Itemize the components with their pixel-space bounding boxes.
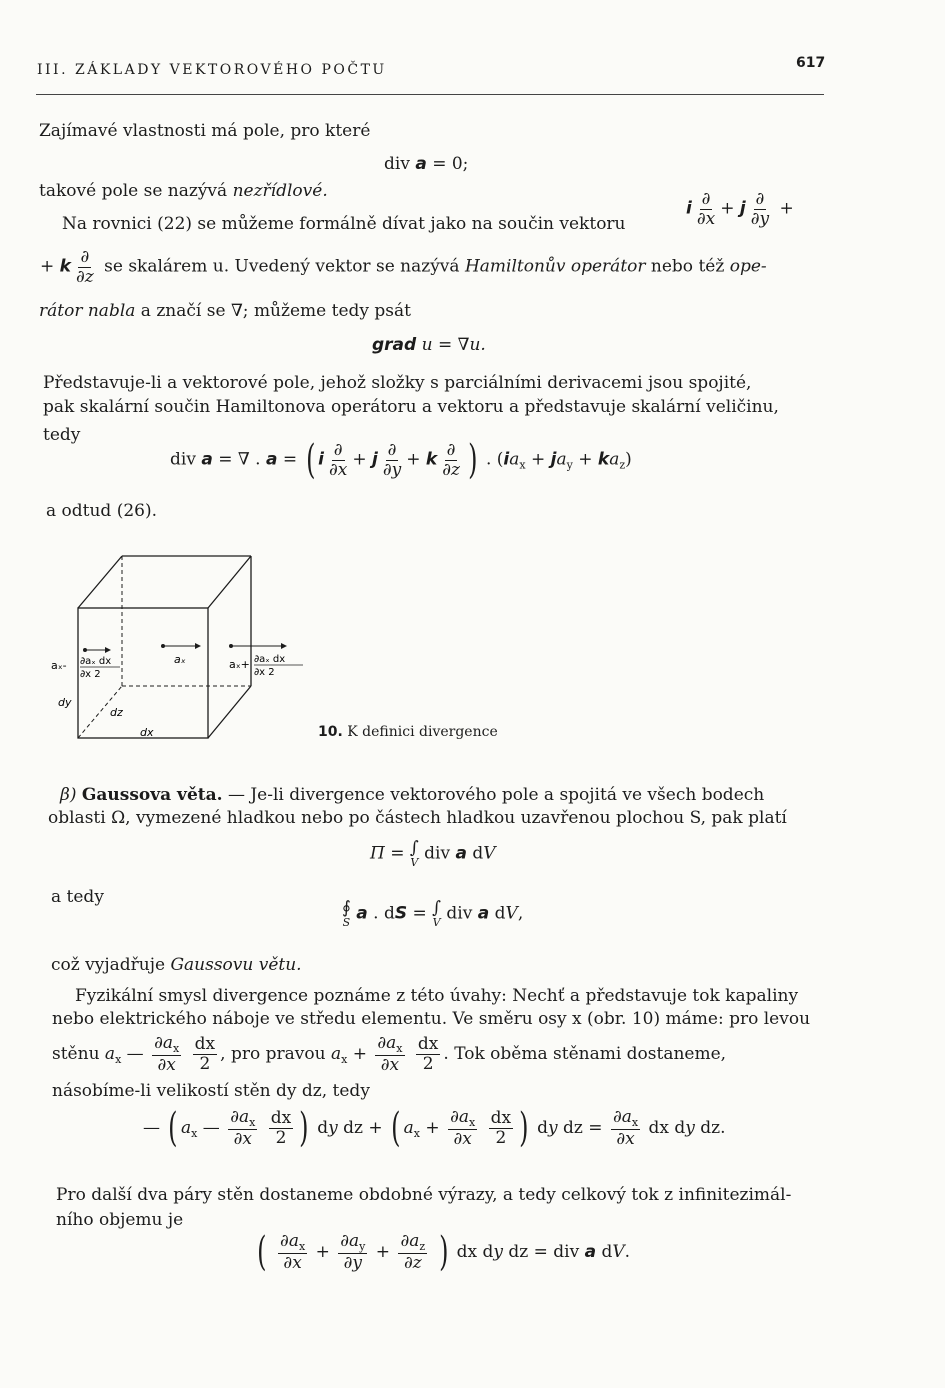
p2-term: nezřídlové. (232, 181, 328, 201)
equation-div-zero: div a = 0; (384, 154, 469, 174)
figure-caption (318, 724, 498, 740)
p3-text-g: a značí se ∇; můžeme tedy psát (135, 301, 411, 321)
p3-text-b: se skalárem u. Uvedený vektor se nazývá (104, 256, 465, 277)
equation-grad (372, 334, 486, 356)
label-dx: dx (140, 726, 154, 739)
p8-pravou: , pro pravou (220, 1043, 326, 1064)
equation-div-nabla: div a = ∇ . a = ( i $\frac{\partial}{\partial x}$ + j $\frac{\partial}{\partial y}$ + k $\frac{\partial}{\partial z}$ ) . $(ia_x + ja_y + ka_z)$ (170, 437, 632, 483)
caption-number: 10. (318, 724, 343, 740)
p8-tok: . Tok oběma stěnami dostaneme, (443, 1043, 727, 1064)
left-arrowhead (105, 647, 111, 653)
p7-gauss: Gaussovu větu. (170, 955, 302, 975)
label-ax-right: aₓ+ (229, 658, 250, 671)
right-arrowhead (281, 643, 287, 649)
equation-total-flux: ( $\frac{\partial a_x}{\partial x}$ + $\frac{\partial a_y}{\partial y}$ + $\frac{\partial a_z}{\partial z}$ ) dx dy dz = div a dV. (257, 1229, 631, 1276)
label-left-num: ∂aₓ dx (80, 656, 112, 667)
paragraph-5: a odtud (26). (46, 501, 158, 521)
paragraph-3-line-3 (39, 300, 411, 322)
gauss-title: Gaussova věta. (81, 785, 223, 805)
paragraph-8-line-1: Fyzikální smysl divergence poznáme z této úvahy: Nechť a představuje tok kapaliny (75, 986, 799, 1006)
label-ax-left: aₓ- (51, 659, 67, 672)
paragraph-8-line-3: stěnu $a_x$ — $\frac{\partial a_x}{\partial x}$ $\frac{dx}{2}$ , pro pravou $a_x$ + $\frac{\partial a_x}{\partial x}$ $\frac{dx}{2}$ . Tok oběma stěnami dostaneme, (52, 1033, 727, 1076)
paragraph-4-line-3: tedy (43, 425, 81, 445)
p3-text-d: nebo též (645, 256, 730, 277)
paragraph-4-line-1: Představuje-li a vektorové pole, jehož složky s parciálními derivacemi jsou spojité, (43, 373, 752, 393)
center-arrowhead (195, 643, 201, 649)
label-left-den: ∂x 2 (80, 669, 101, 680)
equation-flux: Π = ∫ V div a dV (370, 838, 496, 869)
p3-hamilton: Hamiltonův operátor (464, 256, 646, 277)
grad-label: grad (372, 335, 417, 355)
label-ax-center: aₓ (174, 653, 186, 666)
paragraph-8-line-4: násobíme-li velikostí stěn dy dz, tedy (52, 1081, 370, 1101)
cube-edge-br (208, 686, 251, 738)
label-right-den: ∂x 2 (254, 667, 275, 678)
p3-text: Na rovnici (22) se můžeme formálně dívat jako na součin vektoru (62, 214, 626, 234)
cube-edge-tr (208, 556, 251, 608)
header-rule (36, 94, 824, 95)
paragraph-2 (39, 180, 328, 202)
page-number: 617 (796, 55, 826, 71)
paragraph-9-line-2: ního objemu je (56, 1210, 184, 1230)
gauss-line-2: oblasti Ω, vymezené hladkou nebo po částech hladkou uzavřenou plochou S, pak platí (48, 808, 787, 828)
paragraph-6: a tedy (51, 887, 104, 907)
gauss-beta: β) (60, 785, 82, 805)
paragraph-3-line-1 (62, 213, 626, 235)
label-dy: dy (58, 696, 72, 709)
gauss-line-1 (60, 784, 764, 806)
equation-flux-sum: — ( $a_x$ — $\frac{\partial a_x}{\partial x}$ $\frac{dx}{2}$ ) dy dz + ( $a_x$ + $\frac{\partial a_x}{\partial x}$ $\frac{dx}{2}$ ) dy dz = $\frac{\partial a_x}{\partial x}$ dx dy dz. (143, 1105, 726, 1152)
cube-figure (45, 548, 325, 748)
cube-edge-tl (78, 556, 122, 608)
paragraph-8-line-2: nebo elektrického náboje ve středu elementu. Ve směru osy x (obr. 10) máme: pro levou (52, 1009, 811, 1029)
paragraph-7 (51, 954, 302, 976)
paragraph-1: Zajímavé vlastnosti má pole, pro které (39, 121, 371, 141)
grad-rhs: u = ∇u. (416, 335, 486, 355)
p2-text: takové pole se nazývá (39, 181, 233, 201)
p7-text: což vyjadřuje (51, 955, 171, 975)
gauss-text-1: — Je-li divergence vektorového pole a spojitá ve všech bodech (222, 785, 765, 805)
paragraph-3-line-2: + k $\frac{\partial}{\partial z}$ se skalárem u. Uvedený vektor se nazývá Hamiltonův operátor nebo též ope- (40, 247, 767, 287)
running-header: III. ZÁKLADY VEKTOROVÉHO POČTU (37, 62, 387, 78)
p8-stenu: stěnu (52, 1043, 100, 1064)
paragraph-9-line-1: Pro další dva páry stěn dostaneme obdobné výrazy, a tedy celkový tok z infinitezimál- (56, 1185, 792, 1205)
label-right-num: ∂aₓ dx (254, 654, 286, 665)
equation-gauss: ∮ S a . dS = ∫ V div a dV, (342, 898, 524, 929)
p3-nabla: rátor nabla (39, 301, 136, 321)
paragraph-4-line-2: pak skalární součin Hamiltonova operátoru a vektoru a představuje skalární veličinu, (43, 397, 779, 417)
nabla-expression-part1: i $\frac{\partial}{\partial x}$ + j $\frac{\partial}{\partial y}$ + (686, 189, 794, 229)
label-dz: dz (110, 706, 123, 719)
p3-ope: ope- (729, 256, 767, 277)
caption-text: K definici divergence (347, 724, 498, 740)
